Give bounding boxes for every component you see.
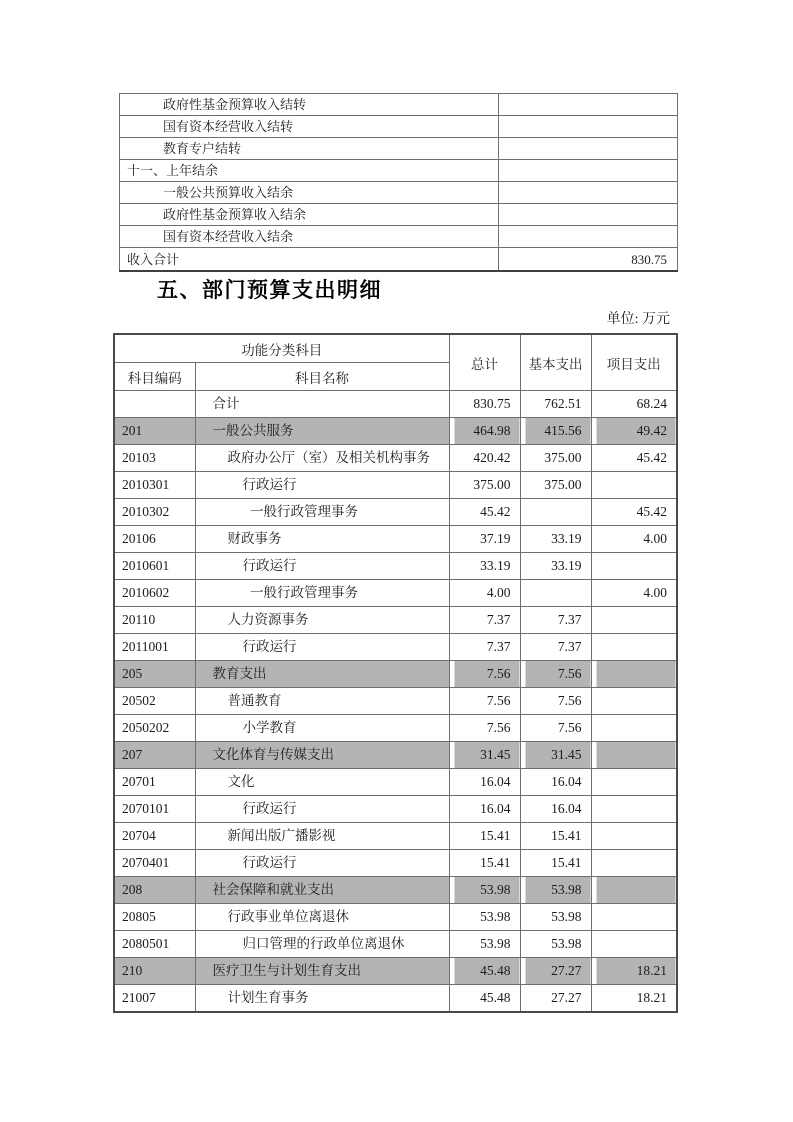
expense-row xyxy=(114,688,677,715)
expense-row-name: 行政运行 xyxy=(195,850,449,877)
expense-row xyxy=(114,418,677,445)
expense-row-name: 行政事业单位离退休 xyxy=(195,904,449,931)
expense-row-total: 53.98 xyxy=(449,877,520,904)
income-row-value xyxy=(499,204,678,226)
expense-row-basic: 27.27 xyxy=(520,958,591,985)
expense-row-basic: 33.19 xyxy=(520,526,591,553)
expense-row xyxy=(114,742,677,769)
expense-row-basic: 7.37 xyxy=(520,634,591,661)
expense-table-header xyxy=(114,334,677,391)
income-row-label: 政府性基金预算收入结转 xyxy=(120,94,499,116)
income-row-value xyxy=(499,116,678,138)
expense-row xyxy=(114,985,677,1013)
income-row xyxy=(120,204,678,226)
expense-row-total: 375.00 xyxy=(449,472,520,499)
expense-row-name: 文化 xyxy=(195,769,449,796)
expense-row-name: 人力资源事务 xyxy=(195,607,449,634)
section-title: 五、部门预算支出明细 xyxy=(157,279,382,302)
expense-row xyxy=(114,796,677,823)
income-row-value: 830.75 xyxy=(499,248,678,272)
expense-row-name: 政府办公厅（室）及相关机构事务 xyxy=(195,445,449,472)
income-row-value xyxy=(499,138,678,160)
expense-row-total: 15.41 xyxy=(449,850,520,877)
header-total: 总计 xyxy=(449,334,520,391)
expense-row xyxy=(114,391,677,418)
expense-row-basic: 15.41 xyxy=(520,823,591,850)
expense-row-name: 一般行政管理事务 xyxy=(195,580,449,607)
expense-row-code: 20701 xyxy=(114,769,195,796)
expense-row-name: 一般行政管理事务 xyxy=(195,499,449,526)
expense-row-basic: 33.19 xyxy=(520,553,591,580)
expense-row-code: 205 xyxy=(114,661,195,688)
expense-row-project xyxy=(591,742,677,769)
income-row-label: 国有资本经营收入结转 xyxy=(120,116,499,138)
expense-row-total: 53.98 xyxy=(449,931,520,958)
expense-row-code: 20502 xyxy=(114,688,195,715)
expense-row-name: 计划生育事务 xyxy=(195,985,449,1013)
expense-row-project xyxy=(591,769,677,796)
expense-row-total: 45.48 xyxy=(449,985,520,1013)
expense-row-name: 归口管理的行政单位离退休 xyxy=(195,931,449,958)
expense-row xyxy=(114,661,677,688)
expense-row-total: 45.48 xyxy=(449,958,520,985)
expense-row-code: 210 xyxy=(114,958,195,985)
expense-row-project xyxy=(591,877,677,904)
expense-row-code: 2070401 xyxy=(114,850,195,877)
expense-row-total: 7.56 xyxy=(449,688,520,715)
expense-row-project xyxy=(591,553,677,580)
expense-row-project xyxy=(591,796,677,823)
expense-row-basic: 53.98 xyxy=(520,931,591,958)
expense-row-code: 2050202 xyxy=(114,715,195,742)
expense-row-total: 464.98 xyxy=(449,418,520,445)
expense-table-body xyxy=(114,391,677,1013)
expense-row-basic: 27.27 xyxy=(520,985,591,1013)
income-row xyxy=(120,182,678,204)
expense-row xyxy=(114,499,677,526)
expense-row-total: 420.42 xyxy=(449,445,520,472)
expense-row-basic: 53.98 xyxy=(520,904,591,931)
expense-row-project: 18.21 xyxy=(591,985,677,1013)
header-code: 科目编码 xyxy=(114,363,195,391)
header-basic: 基本支出 xyxy=(520,334,591,391)
expense-row-project xyxy=(591,931,677,958)
expense-row xyxy=(114,553,677,580)
expense-row-total: 33.19 xyxy=(449,553,520,580)
income-row-label: 一般公共预算收入结余 xyxy=(120,182,499,204)
expense-row-basic: 7.56 xyxy=(520,661,591,688)
income-row xyxy=(120,226,678,248)
expense-row-basic xyxy=(520,499,591,526)
expense-row-name: 行政运行 xyxy=(195,472,449,499)
expense-row xyxy=(114,526,677,553)
expense-row-code: 2070101 xyxy=(114,796,195,823)
income-row-value xyxy=(499,182,678,204)
expense-row xyxy=(114,769,677,796)
expense-row-total: 16.04 xyxy=(449,796,520,823)
expense-row xyxy=(114,904,677,931)
expense-row-total: 31.45 xyxy=(449,742,520,769)
expense-row xyxy=(114,823,677,850)
expense-row-project xyxy=(591,472,677,499)
expense-row-project xyxy=(591,823,677,850)
expense-row-code: 20106 xyxy=(114,526,195,553)
unit-label: 单位: 万元 xyxy=(606,312,670,327)
expense-row-total: 7.37 xyxy=(449,634,520,661)
expense-row-code: 20805 xyxy=(114,904,195,931)
income-row-value xyxy=(499,160,678,182)
expense-row-project xyxy=(591,688,677,715)
expense-row-total: 7.37 xyxy=(449,607,520,634)
expense-row-project: 45.42 xyxy=(591,499,677,526)
expense-row-name: 普通教育 xyxy=(195,688,449,715)
expense-row-basic xyxy=(520,580,591,607)
expense-row-total: 16.04 xyxy=(449,769,520,796)
expense-row-basic: 375.00 xyxy=(520,472,591,499)
income-row-value xyxy=(499,226,678,248)
expense-row-basic: 762.51 xyxy=(520,391,591,418)
income-row xyxy=(120,248,678,272)
expense-row-name: 合计 xyxy=(195,391,449,418)
income-row-label: 十一、上年结余 xyxy=(120,160,499,182)
expense-row-basic: 31.45 xyxy=(520,742,591,769)
expense-row-name: 一般公共服务 xyxy=(195,418,449,445)
expense-row-code: 20103 xyxy=(114,445,195,472)
expense-row-basic: 15.41 xyxy=(520,850,591,877)
expense-row-total: 53.98 xyxy=(449,904,520,931)
expense-row-name: 医疗卫生与计划生育支出 xyxy=(195,958,449,985)
expense-row-code: 2011001 xyxy=(114,634,195,661)
income-row-label: 收入合计 xyxy=(120,248,499,272)
expense-row-total: 7.56 xyxy=(449,661,520,688)
income-table-body xyxy=(120,94,678,272)
expense-row xyxy=(114,850,677,877)
income-row xyxy=(120,116,678,138)
income-row-label: 政府性基金预算收入结余 xyxy=(120,204,499,226)
expense-row xyxy=(114,958,677,985)
expense-row-code: 207 xyxy=(114,742,195,769)
header-function-group: 功能分类科目 xyxy=(114,334,449,363)
expense-row-total: 15.41 xyxy=(449,823,520,850)
expense-row xyxy=(114,634,677,661)
expense-row-project xyxy=(591,634,677,661)
expense-row-project: 49.42 xyxy=(591,418,677,445)
expense-row-basic: 7.37 xyxy=(520,607,591,634)
expense-row-name: 文化体育与传媒支出 xyxy=(195,742,449,769)
expense-row xyxy=(114,445,677,472)
expense-row-total: 830.75 xyxy=(449,391,520,418)
expense-row-project xyxy=(591,661,677,688)
expense-row-basic: 16.04 xyxy=(520,769,591,796)
expense-row-code: 2010601 xyxy=(114,553,195,580)
header-project: 项目支出 xyxy=(591,334,677,391)
expense-row-code: 2010302 xyxy=(114,499,195,526)
expense-row-name: 小学教育 xyxy=(195,715,449,742)
expense-row-name: 行政运行 xyxy=(195,796,449,823)
header-name: 科目名称 xyxy=(195,363,449,391)
expense-detail-table xyxy=(113,333,678,1013)
expense-row-code: 2010602 xyxy=(114,580,195,607)
expense-row-code: 20110 xyxy=(114,607,195,634)
expense-row-total: 7.56 xyxy=(449,715,520,742)
expense-row-project: 4.00 xyxy=(591,526,677,553)
income-row-value xyxy=(499,94,678,116)
expense-row-code: 21007 xyxy=(114,985,195,1013)
expense-row-name: 社会保障和就业支出 xyxy=(195,877,449,904)
expense-row xyxy=(114,715,677,742)
expense-row xyxy=(114,607,677,634)
expense-row-project: 68.24 xyxy=(591,391,677,418)
income-row-label: 国有资本经营收入结余 xyxy=(120,226,499,248)
expense-row-project xyxy=(591,850,677,877)
income-row xyxy=(120,94,678,116)
expense-row-code: 2080501 xyxy=(114,931,195,958)
expense-row-basic: 53.98 xyxy=(520,877,591,904)
expense-row-basic: 415.56 xyxy=(520,418,591,445)
expense-row-total: 37.19 xyxy=(449,526,520,553)
expense-row-name: 教育支出 xyxy=(195,661,449,688)
income-row xyxy=(120,138,678,160)
expense-row-name: 财政事务 xyxy=(195,526,449,553)
expense-row-project: 18.21 xyxy=(591,958,677,985)
expense-row-project xyxy=(591,904,677,931)
expense-row-code: 201 xyxy=(114,418,195,445)
expense-row-basic: 16.04 xyxy=(520,796,591,823)
expense-row-basic: 7.56 xyxy=(520,688,591,715)
expense-row xyxy=(114,580,677,607)
expense-row-code: 2010301 xyxy=(114,472,195,499)
expense-row xyxy=(114,931,677,958)
expense-row-total: 45.42 xyxy=(449,499,520,526)
income-row-label: 教育专户结转 xyxy=(120,138,499,160)
expense-row-project xyxy=(591,715,677,742)
expense-row-name: 新闻出版广播影视 xyxy=(195,823,449,850)
income-summary-table xyxy=(119,93,678,272)
expense-row xyxy=(114,877,677,904)
income-row xyxy=(120,160,678,182)
expense-row-name: 行政运行 xyxy=(195,553,449,580)
expense-row-code xyxy=(114,391,195,418)
expense-row xyxy=(114,472,677,499)
expense-row-code: 20704 xyxy=(114,823,195,850)
expense-row-code: 208 xyxy=(114,877,195,904)
expense-row-name: 行政运行 xyxy=(195,634,449,661)
expense-row-project: 45.42 xyxy=(591,445,677,472)
expense-row-total: 4.00 xyxy=(449,580,520,607)
expense-row-project: 4.00 xyxy=(591,580,677,607)
expense-row-basic: 7.56 xyxy=(520,715,591,742)
expense-row-basic: 375.00 xyxy=(520,445,591,472)
expense-row-project xyxy=(591,607,677,634)
